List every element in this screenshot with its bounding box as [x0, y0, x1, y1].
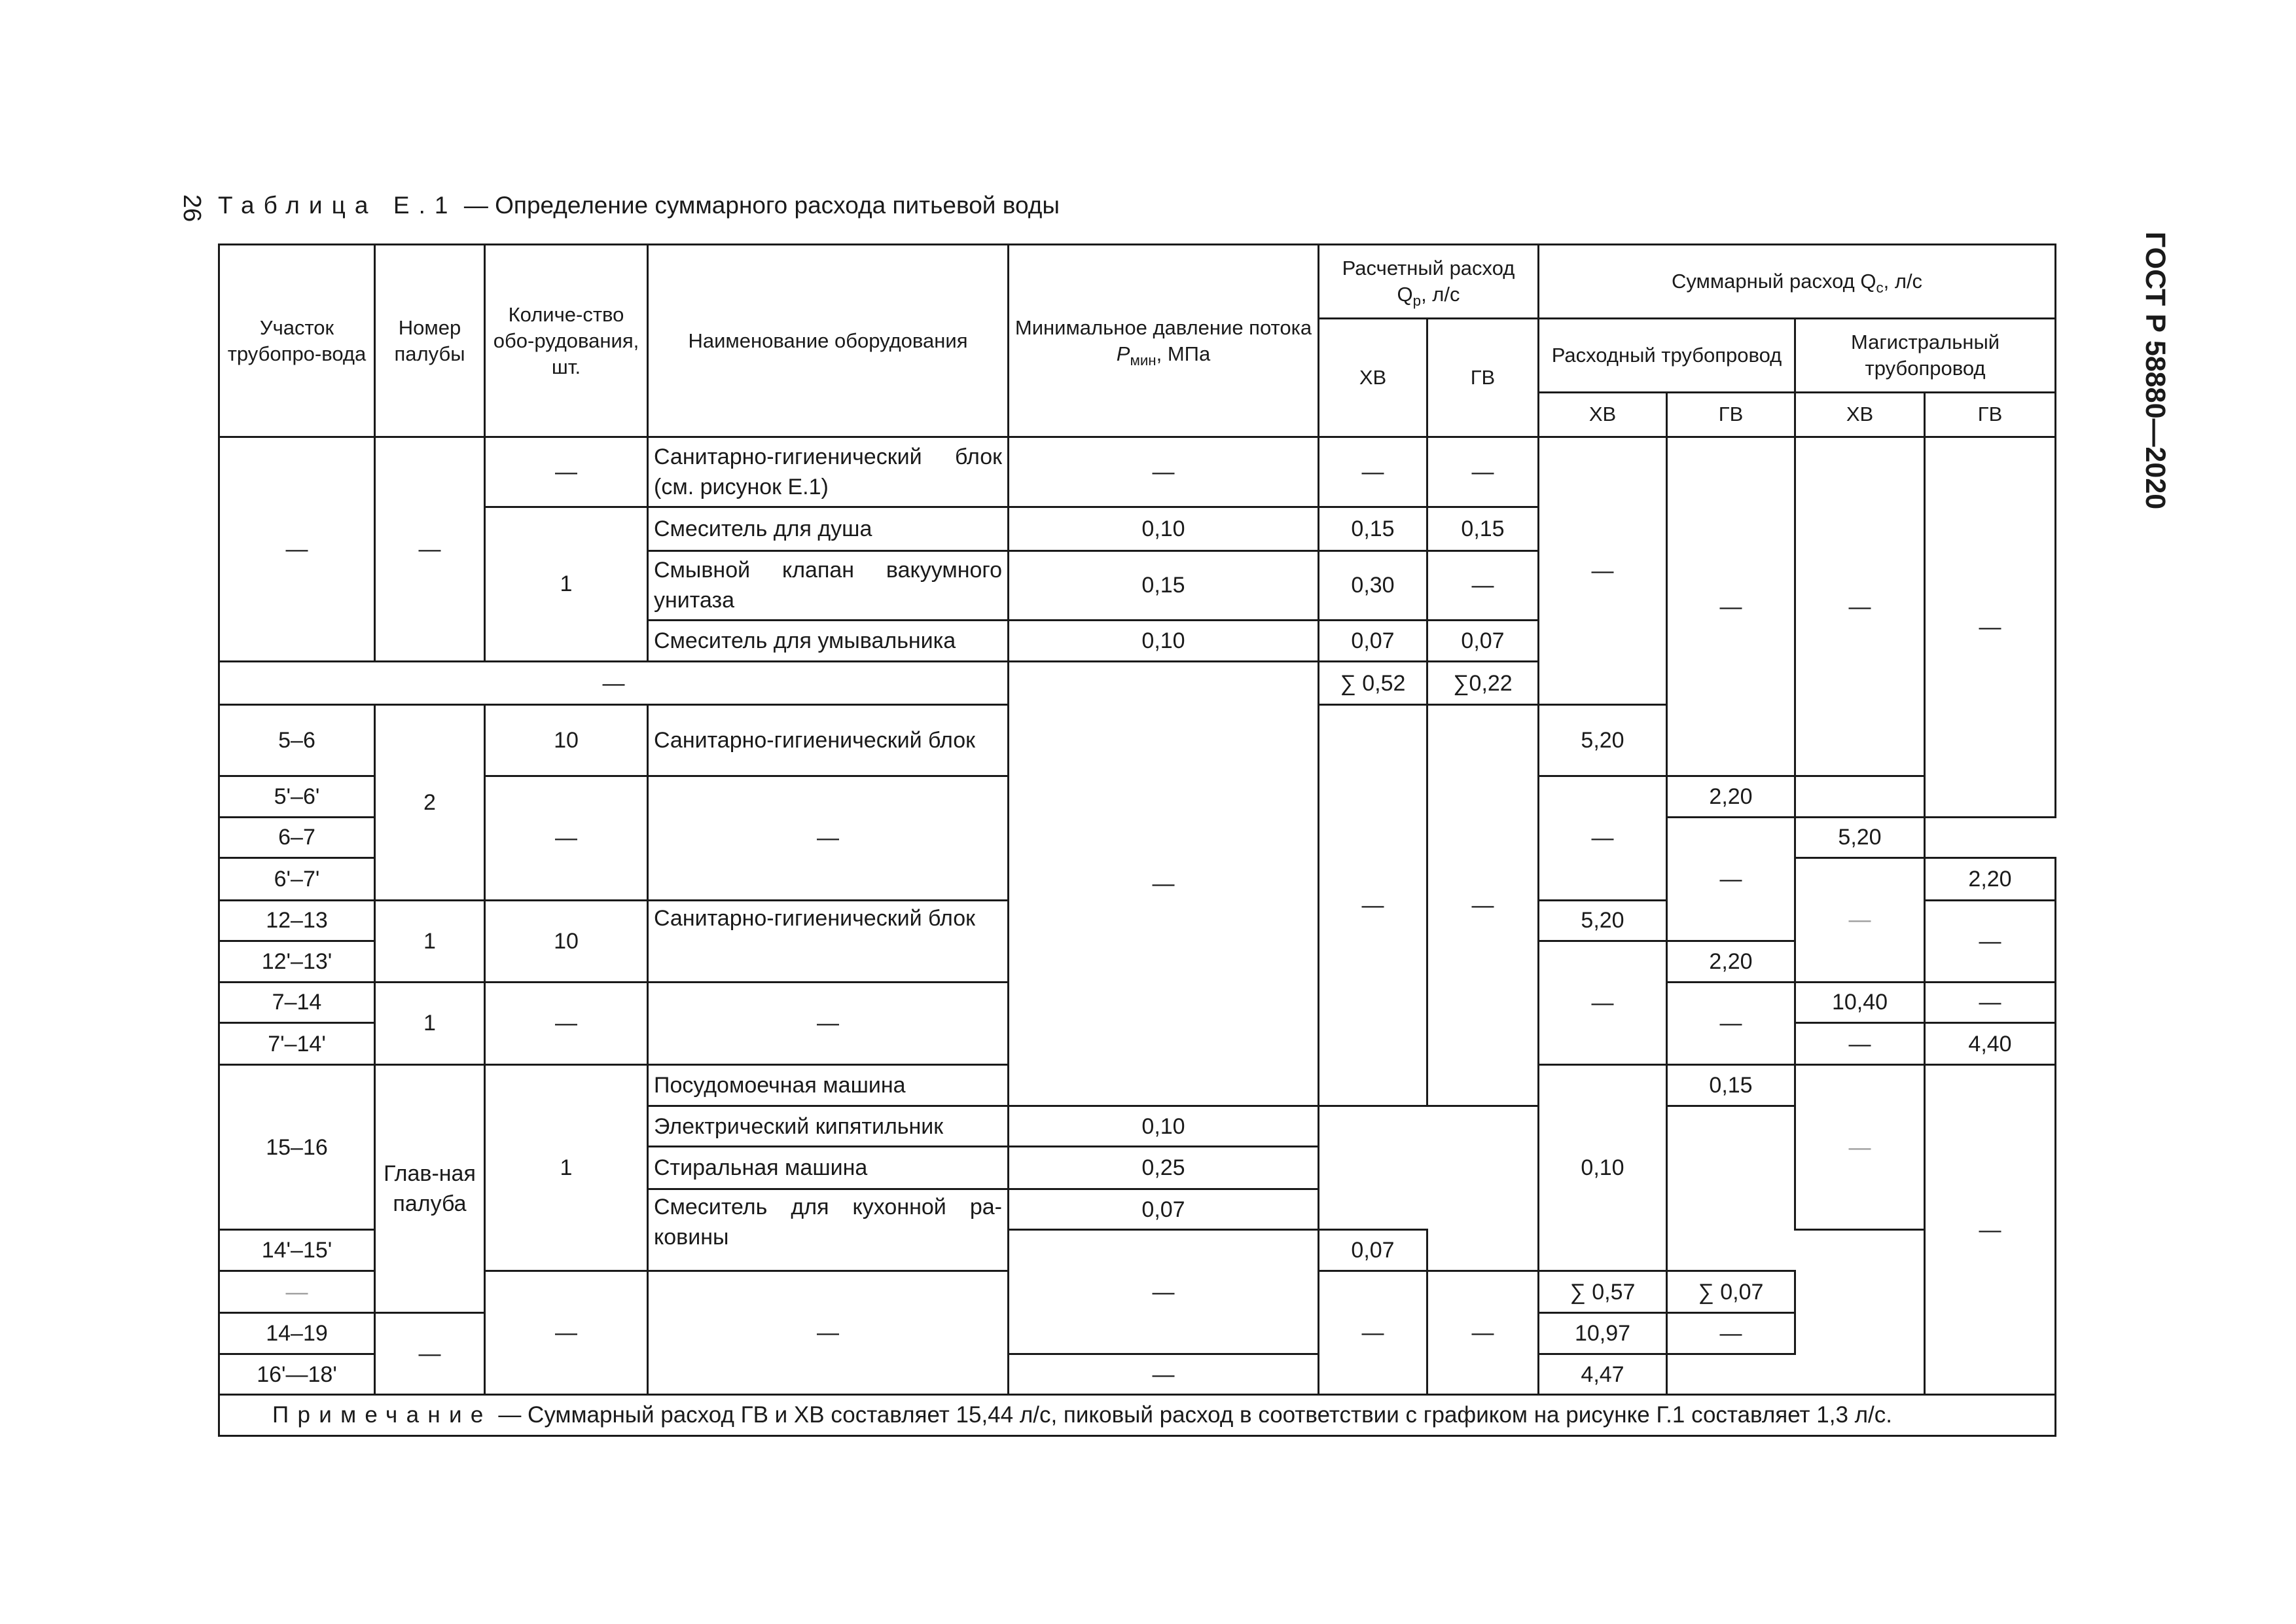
cell-section: 7–14: [219, 982, 375, 1022]
cell-main-hot: —: [1925, 900, 2056, 982]
cell-section: 15–16: [219, 1065, 375, 1230]
cell-calc-cold: 0,25: [1009, 1147, 1319, 1189]
table-caption-text: — Определение суммарного расхода питьевой воды: [457, 192, 1060, 219]
cell-main-hot: 4,40: [1925, 1022, 2056, 1064]
header-quantity: Количе-ство обо-рудования, шт.: [485, 245, 648, 437]
header-main-cold: ХВ: [1795, 392, 1925, 437]
cell-main-hot: —: [1925, 982, 2056, 1022]
header-branch-hot: ГВ: [1667, 392, 1795, 437]
cell-calc-cold: 0,30: [1319, 550, 1427, 621]
cell-section: —: [219, 437, 375, 662]
page-number: 26: [178, 194, 206, 223]
cell-deck: 1: [375, 982, 485, 1065]
cell-section: 5'–6': [219, 776, 375, 817]
cell-calc-hot: 0,07: [1427, 621, 1539, 661]
cell-calc-cold: 0,10: [1009, 1106, 1319, 1146]
cell-branch-cold: —: [1539, 437, 1667, 705]
cell-branch-cold: —: [1925, 1065, 2056, 1395]
cell-equipment-name: Смеситель для кухонной ра-ковины: [648, 1189, 1009, 1271]
cell-branch-hot: 2,20: [1667, 776, 1795, 817]
cell-main-hot: —: [1667, 1313, 1795, 1354]
cell-pressure: —: [1009, 437, 1319, 507]
header-total-flow-unit: , л/с: [1883, 269, 1923, 293]
cell-quantity: —: [485, 776, 648, 900]
cell-calc-hot: 0,15: [1427, 507, 1539, 551]
cell-calc-hot: 0,07: [1319, 1230, 1427, 1271]
header-branch-cold: ХВ: [1539, 392, 1667, 437]
cell-branch-hot: —: [1667, 817, 1795, 941]
cell-quantity: —: [485, 982, 648, 1065]
cell-section: 5–6: [219, 705, 375, 776]
cell-equipment-name: Смеситель для душа: [648, 507, 1009, 551]
cell-branch-cold: 5,20: [1539, 900, 1667, 941]
cell-pressure: 0,10: [1009, 507, 1319, 551]
cell-calc-cold: —: [1319, 705, 1427, 1106]
cell-quantity: —: [485, 1271, 648, 1394]
header-equipment-name: Наименование оборудования: [648, 245, 1009, 437]
cell-section: 14'–15': [219, 1230, 375, 1271]
table-note-text: — Суммарный расход ГВ и ХВ составляет 15,44 л/с, пиковый расход в соответствии с графиком на рисунке Г.1 составляет 1,3 л/с.: [492, 1402, 1893, 1428]
cell-deck: —: [375, 1313, 485, 1395]
header-calc-flow-unit: , л/с: [1421, 282, 1460, 306]
cell-calc-cold: 0,15: [1667, 1065, 1795, 1106]
header-section: Участок трубопро-вода: [219, 245, 375, 437]
header-main-hot: ГВ: [1925, 392, 2056, 437]
header-calc-flow: [1319, 245, 1539, 319]
cell-pressure: —: [1319, 1271, 1427, 1394]
cell-calc-cold: 0,15: [1319, 507, 1427, 551]
cell-branch-hot: —: [1667, 982, 1795, 1065]
cell-quantity: —: [485, 437, 648, 507]
cell-calc-hot: —: [1795, 1065, 1925, 1230]
header-min-pressure: [1009, 245, 1319, 437]
cell-calc-cold: 0,07: [1009, 1189, 1319, 1229]
cell-calc-cold: —: [1319, 437, 1427, 507]
cell-equipment-name: Санитарно-гигиенический блок: [648, 900, 1009, 982]
header-calc-cold: ХВ: [1319, 318, 1427, 437]
cell-main-cold: —: [1795, 1022, 1925, 1064]
cell-equipment-name: Санитарно-гигиенический блок (см. рисунок Е.1): [648, 437, 1009, 507]
cell-equipment-name: Смеситель для умывальника: [648, 621, 1009, 661]
cell-equipment-name: —: [648, 1271, 1009, 1394]
cell-branch-cold: —: [1539, 941, 1667, 1065]
cell-main-cold: ∑ 0,57: [1539, 1271, 1667, 1312]
cell-main-hot: ∑ 0,07: [1667, 1271, 1795, 1312]
water-consumption-table: [218, 244, 2056, 1437]
cell-main-cold: 10,40: [1795, 982, 1925, 1022]
cell-calc-hot: —: [1427, 550, 1539, 621]
header-min-pressure-symbol: P: [1116, 342, 1130, 365]
cell-section: 16'—18': [219, 1354, 375, 1394]
cell-section: 14–19: [219, 1313, 375, 1354]
cell-section: 6–7: [219, 817, 375, 857]
header-calc-flow-subscript: p: [1412, 293, 1422, 310]
cell-quantity: 1: [485, 507, 648, 662]
cell-equipment-name: Стиральная машина: [648, 1147, 1009, 1189]
cell-equipment-name: —: [648, 982, 1009, 1065]
cell-quantity: 10: [485, 705, 648, 776]
header-main-pipe: Магистральный трубопровод: [1795, 318, 2056, 392]
cell-quantity: 1: [485, 1065, 648, 1271]
cell-equipment-name: Посудомоечная машина: [648, 1065, 1009, 1106]
cell-pressure: 0,15: [1009, 550, 1319, 621]
table-caption: [218, 187, 1060, 224]
cell-branch-hot: —: [1667, 437, 1795, 776]
table-caption-label: Таблица Е.1: [218, 192, 457, 219]
cell-main-cold: 10,97: [1539, 1313, 1667, 1354]
header-total-flow-text: Суммарный расход Q: [1671, 269, 1876, 293]
cell-branch-cold: —: [1539, 776, 1667, 900]
cell-calc-hot: —: [1427, 437, 1539, 507]
document-code: ГОСТ Р 58880—2020: [2140, 231, 2171, 510]
cell-pressure: —: [1009, 661, 1319, 1106]
cell-branch-hot: 2,20: [1667, 941, 1795, 982]
cell-section: 12–13: [219, 900, 375, 941]
cell-deck: Глав-ная палуба: [375, 1065, 485, 1313]
header-min-pressure-subscript: мин: [1130, 352, 1157, 369]
cell-equipment-name: Санитарно-гигиенический блок: [648, 705, 1009, 776]
cell-main-cold: —: [1795, 858, 1925, 982]
cell-deck: 2: [375, 705, 485, 900]
cell-calc-cold: —: [1009, 1230, 1319, 1354]
header-total-flow-subscript: c: [1876, 280, 1884, 297]
cell-sum-hot: ∑0,22: [1427, 661, 1539, 705]
cell-main-cold: —: [1795, 437, 1925, 776]
cell-calc-cold: 0,07: [1319, 621, 1427, 661]
cell-section: 6'–7': [219, 858, 375, 900]
cell-pressure: 0,10: [1539, 1065, 1667, 1271]
cell-equipment-name: —: [648, 776, 1009, 900]
header-calc-hot: ГВ: [1427, 318, 1539, 437]
header-calc-flow-text: Расчетный расход Q: [1342, 256, 1515, 306]
cell-branch-cold: 5,20: [1539, 705, 1667, 776]
table-note: [219, 1395, 2056, 1436]
cell-quantity: 10: [485, 900, 648, 982]
header-min-pressure-unit: , МПа: [1156, 342, 1211, 365]
cell-main-cold: —: [1009, 1354, 1319, 1394]
cell-equipment-name: Смывной клапан вакуумного унитаза: [648, 550, 1009, 621]
cell-deck: —: [375, 437, 485, 662]
header-total-flow: [1539, 245, 2056, 319]
cell-calc-hot: —: [1427, 705, 1539, 1106]
cell-main-hot: —: [1925, 437, 2056, 817]
header-branch-pipe: Расходный трубопровод: [1539, 318, 1795, 392]
cell-deck: 1: [375, 900, 485, 982]
cell-main-cold: 5,20: [1795, 817, 1925, 857]
cell-equipment-name: Электрический кипятильник: [648, 1106, 1009, 1146]
header-min-pressure-text: Минимальное давление потока: [1014, 316, 1312, 339]
cell-sum-cold: ∑ 0,52: [1319, 661, 1427, 705]
cell-main-hot: 2,20: [1925, 858, 2056, 900]
cell-section: —: [219, 1271, 375, 1312]
cell-main-hot: 4,47: [1539, 1354, 1667, 1394]
cell-calc-hot: —: [1427, 1271, 1539, 1394]
cell-sum-label: —: [219, 661, 1009, 705]
cell-section: 7'–14': [219, 1022, 375, 1064]
cell-pressure: 0,10: [1009, 621, 1319, 661]
header-deck: Номер палубы: [375, 245, 485, 437]
cell-section: 12'–13': [219, 941, 375, 982]
table-note-label: Примечание: [272, 1402, 492, 1428]
